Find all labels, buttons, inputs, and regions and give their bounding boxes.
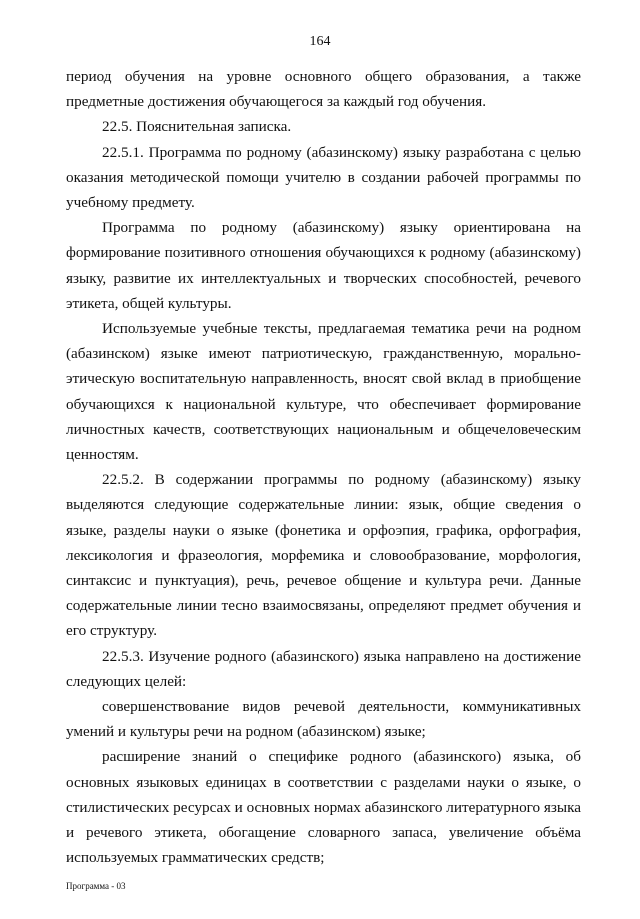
- document-body: [66, 64, 581, 871]
- paragraph: 22.5.1. Программа по родному (абазинскому) языку разработана с целью оказания методической помощи учителю в создании рабочей программы по учебному предмету.: [66, 143, 581, 212]
- paragraph: 22.5.2. В содержании программы по родному (абазинскому) языку выделяются следующие содержательные линии: язык, общие сведения о языке, разделы науки о языке (фонетика и орфоэпия, графика, орфография, лексикология и фразеология, морфемика и словообразование, морфология, синтаксис и пунктуация), речь, речевое общение и культура речи. Данные содержательные линии тесно взаимосвязаны, определяют предмет обучения и его структуру.: [66, 471, 581, 640]
- paragraph: Программа по родному (абазинскому) языку ориентирована на формирование позитивного отношения обучающихся к родному (абазинскому) языку, развитие их интеллектуальных и творческих способностей, речевого этикета, общей культуры.: [66, 219, 581, 312]
- paragraph: период обучения на уровне основного общего образования, а также предметные достижения обучающегося за каждый год обучения.: [66, 68, 581, 111]
- page-number: 164: [309, 34, 331, 49]
- section-heading: 22.5. Пояснительная записка.: [102, 118, 292, 136]
- list-item: расширение знаний о специфике родного (абазинского) языка, об основных языковых единицах в соответствии с разделами науки о языке, о стилистических ресурсах и основных нормах абазинского литературного языка и речевого этикета, обогащение словарного запаса, увеличение объёма используемых грамматических средств;: [66, 748, 581, 867]
- page-footer: Программа - 03: [66, 881, 126, 891]
- paragraph: 22.5.3. Изучение родного (абазинского) языка направлено на достижение следующих целей:: [66, 647, 581, 690]
- paragraph: Используемые учебные тексты, предлагаемая тематика речи на родном (абазинском) языке имеют патриотическую, гражданственную, морально-этическую воспитательную направленность, вносят свой вклад в приобщение обучающихся к национальной культуре, что обеспечивает формирование личностных качеств, соответствующих национальным и общечеловеческим ценностям.: [66, 320, 581, 464]
- list-item: совершенствование видов речевой деятельности, коммуникативных умений и культуры речи на родном (абазинском) языке;: [66, 698, 581, 741]
